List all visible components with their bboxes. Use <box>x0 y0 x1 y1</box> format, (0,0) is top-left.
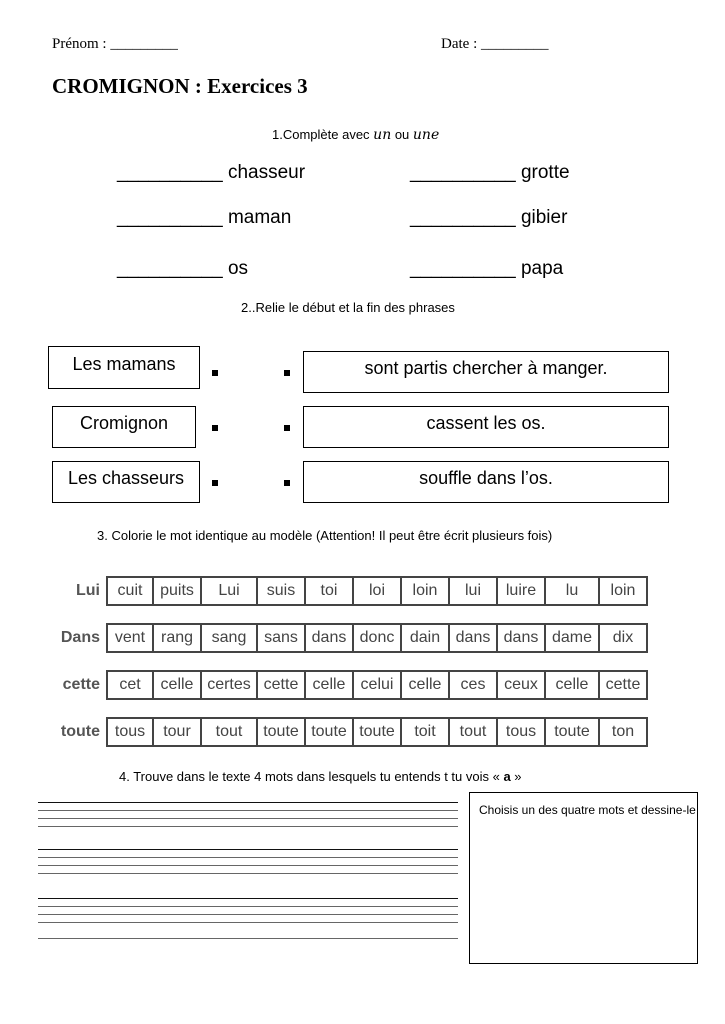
fill-item-5 <box>117 258 248 280</box>
writing-line <box>38 849 458 850</box>
word-cell[interactable]: toute <box>305 718 353 746</box>
word-cell[interactable]: celle <box>545 671 599 699</box>
word-cell[interactable]: dans <box>497 624 545 652</box>
page-title: CROMIGNON : Exercices 3 <box>52 74 308 98</box>
link-dot[interactable] <box>212 480 218 486</box>
exercise-2-instruction: 2..Relie le début et la fin des phrases <box>241 300 455 315</box>
model-word: toute <box>60 723 100 740</box>
word-cell[interactable]: dans <box>305 624 353 652</box>
model-word: cette <box>62 676 100 693</box>
word-cell[interactable]: toute <box>353 718 401 746</box>
fill-word: maman <box>227 207 292 228</box>
link-dot[interactable] <box>284 480 290 486</box>
word-cell[interactable]: dix <box>599 624 647 652</box>
word-cell[interactable]: celle <box>305 671 353 699</box>
sentence-start-box: Les mamans <box>48 346 200 389</box>
fill-item-6 <box>410 258 563 280</box>
fill-item-2 <box>410 162 570 184</box>
writing-lines[interactable] <box>38 802 458 948</box>
writing-line <box>38 826 458 827</box>
word-cell[interactable]: tout <box>201 718 257 746</box>
word-cell[interactable]: suis <box>257 577 305 605</box>
word-grid <box>58 576 648 747</box>
word-cell[interactable]: donc <box>353 624 401 652</box>
word-cell[interactable]: lui <box>449 577 497 605</box>
word-cell[interactable]: ceux <box>497 671 545 699</box>
blank-line: __________ <box>410 207 516 228</box>
word-cell[interactable]: celui <box>353 671 401 699</box>
link-dot[interactable] <box>212 425 218 431</box>
word-cell[interactable]: celle <box>401 671 449 699</box>
word-cell[interactable]: puits <box>153 577 201 605</box>
writing-line <box>38 818 458 819</box>
word-cell[interactable]: sans <box>257 624 305 652</box>
grid-row <box>58 671 647 699</box>
exercise-1-instruction <box>272 127 439 143</box>
writing-line <box>38 810 458 811</box>
blank-line: __________ <box>117 207 223 228</box>
link-dot[interactable] <box>212 370 218 376</box>
word-cell[interactable]: tour <box>153 718 201 746</box>
drawing-instruction: Choisis un des quatre mots et dessine-le <box>479 803 696 817</box>
fill-item-4 <box>410 207 567 229</box>
word-cell[interactable]: tous <box>497 718 545 746</box>
writing-line <box>38 865 458 866</box>
sentence-start-box: Cromignon <box>52 406 196 448</box>
link-dot[interactable] <box>284 370 290 376</box>
word-cell[interactable]: tout <box>449 718 497 746</box>
word-cell[interactable]: cette <box>257 671 305 699</box>
fill-word: grotte <box>520 162 570 183</box>
fill-word: gibier <box>520 207 568 228</box>
writing-line <box>38 922 458 923</box>
word-cell[interactable]: celle <box>153 671 201 699</box>
word-cell[interactable]: certes <box>201 671 257 699</box>
word-cell[interactable]: dans <box>449 624 497 652</box>
word-cell[interactable]: vent <box>107 624 153 652</box>
sentence-start-box: Les chasseurs <box>52 461 200 503</box>
exercise-4-instruction <box>119 769 522 784</box>
grid-row <box>58 718 647 746</box>
sentence-end-box: souffle dans l’os. <box>303 461 669 503</box>
word-cell[interactable]: toi <box>305 577 353 605</box>
word-cell[interactable]: cet <box>107 671 153 699</box>
instruction-prefix: 1.Complète avec <box>272 127 374 142</box>
word-un: un <box>373 127 392 143</box>
word-cell[interactable]: loin <box>401 577 449 605</box>
blank-line: __________ <box>117 258 223 279</box>
word-une: une <box>412 127 440 143</box>
writing-line <box>38 914 458 915</box>
target-letter: a <box>503 769 511 784</box>
word-cell[interactable]: rang <box>153 624 201 652</box>
exercise-3-instruction: 3. Colorie le mot identique au modèle (Attention! Il peut être écrit plusieurs fois) <box>97 528 553 543</box>
sentence-end-box: cassent les os. <box>303 406 669 448</box>
word-cell[interactable]: ton <box>599 718 647 746</box>
word-cell[interactable]: luire <box>497 577 545 605</box>
writing-line <box>38 938 458 939</box>
model-word: Lui <box>76 582 100 599</box>
blank-line: __________ <box>410 258 516 279</box>
instruction-suffix: » <box>510 769 522 784</box>
writing-line <box>38 857 458 858</box>
word-cell[interactable]: sang <box>201 624 257 652</box>
model-word: Dans <box>60 629 100 646</box>
word-cell[interactable]: tous <box>107 718 153 746</box>
word-cell[interactable]: ces <box>449 671 497 699</box>
word-cell[interactable]: toute <box>545 718 599 746</box>
grid-row <box>58 577 647 605</box>
prenom-field: Prénom : _________ <box>52 36 178 52</box>
writing-line <box>38 906 458 907</box>
blank-line: __________ <box>117 162 223 183</box>
word-cell[interactable]: dame <box>545 624 599 652</box>
fill-word: chasseur <box>227 162 306 183</box>
grid-row <box>58 624 647 652</box>
word-cell[interactable]: loi <box>353 577 401 605</box>
word-cell[interactable]: loin <box>599 577 647 605</box>
fill-item-3 <box>117 207 291 229</box>
writing-line <box>38 802 458 803</box>
instruction-middle: ou <box>391 127 413 142</box>
sentence-end-box: sont partis chercher à manger. <box>303 351 669 393</box>
fill-item-1 <box>117 162 305 184</box>
word-cell[interactable]: cette <box>599 671 647 699</box>
writing-line <box>38 898 458 899</box>
instruction-prefix: 4. Trouve dans le texte 4 mots dans lesquels tu entends t tu vois « <box>119 769 504 784</box>
fill-word: os <box>227 258 249 279</box>
writing-line <box>38 873 458 874</box>
fill-word: papa <box>520 258 564 279</box>
word-cell[interactable]: dain <box>401 624 449 652</box>
word-cell[interactable]: lu <box>545 577 599 605</box>
word-cell[interactable]: toit <box>401 718 449 746</box>
blank-line: __________ <box>410 162 516 183</box>
word-cell[interactable]: toute <box>257 718 305 746</box>
link-dot[interactable] <box>284 425 290 431</box>
date-field: Date : _________ <box>441 36 549 52</box>
word-cell[interactable]: cuit <box>107 577 153 605</box>
drawing-box[interactable] <box>469 792 698 964</box>
word-cell[interactable]: Lui <box>201 577 257 605</box>
